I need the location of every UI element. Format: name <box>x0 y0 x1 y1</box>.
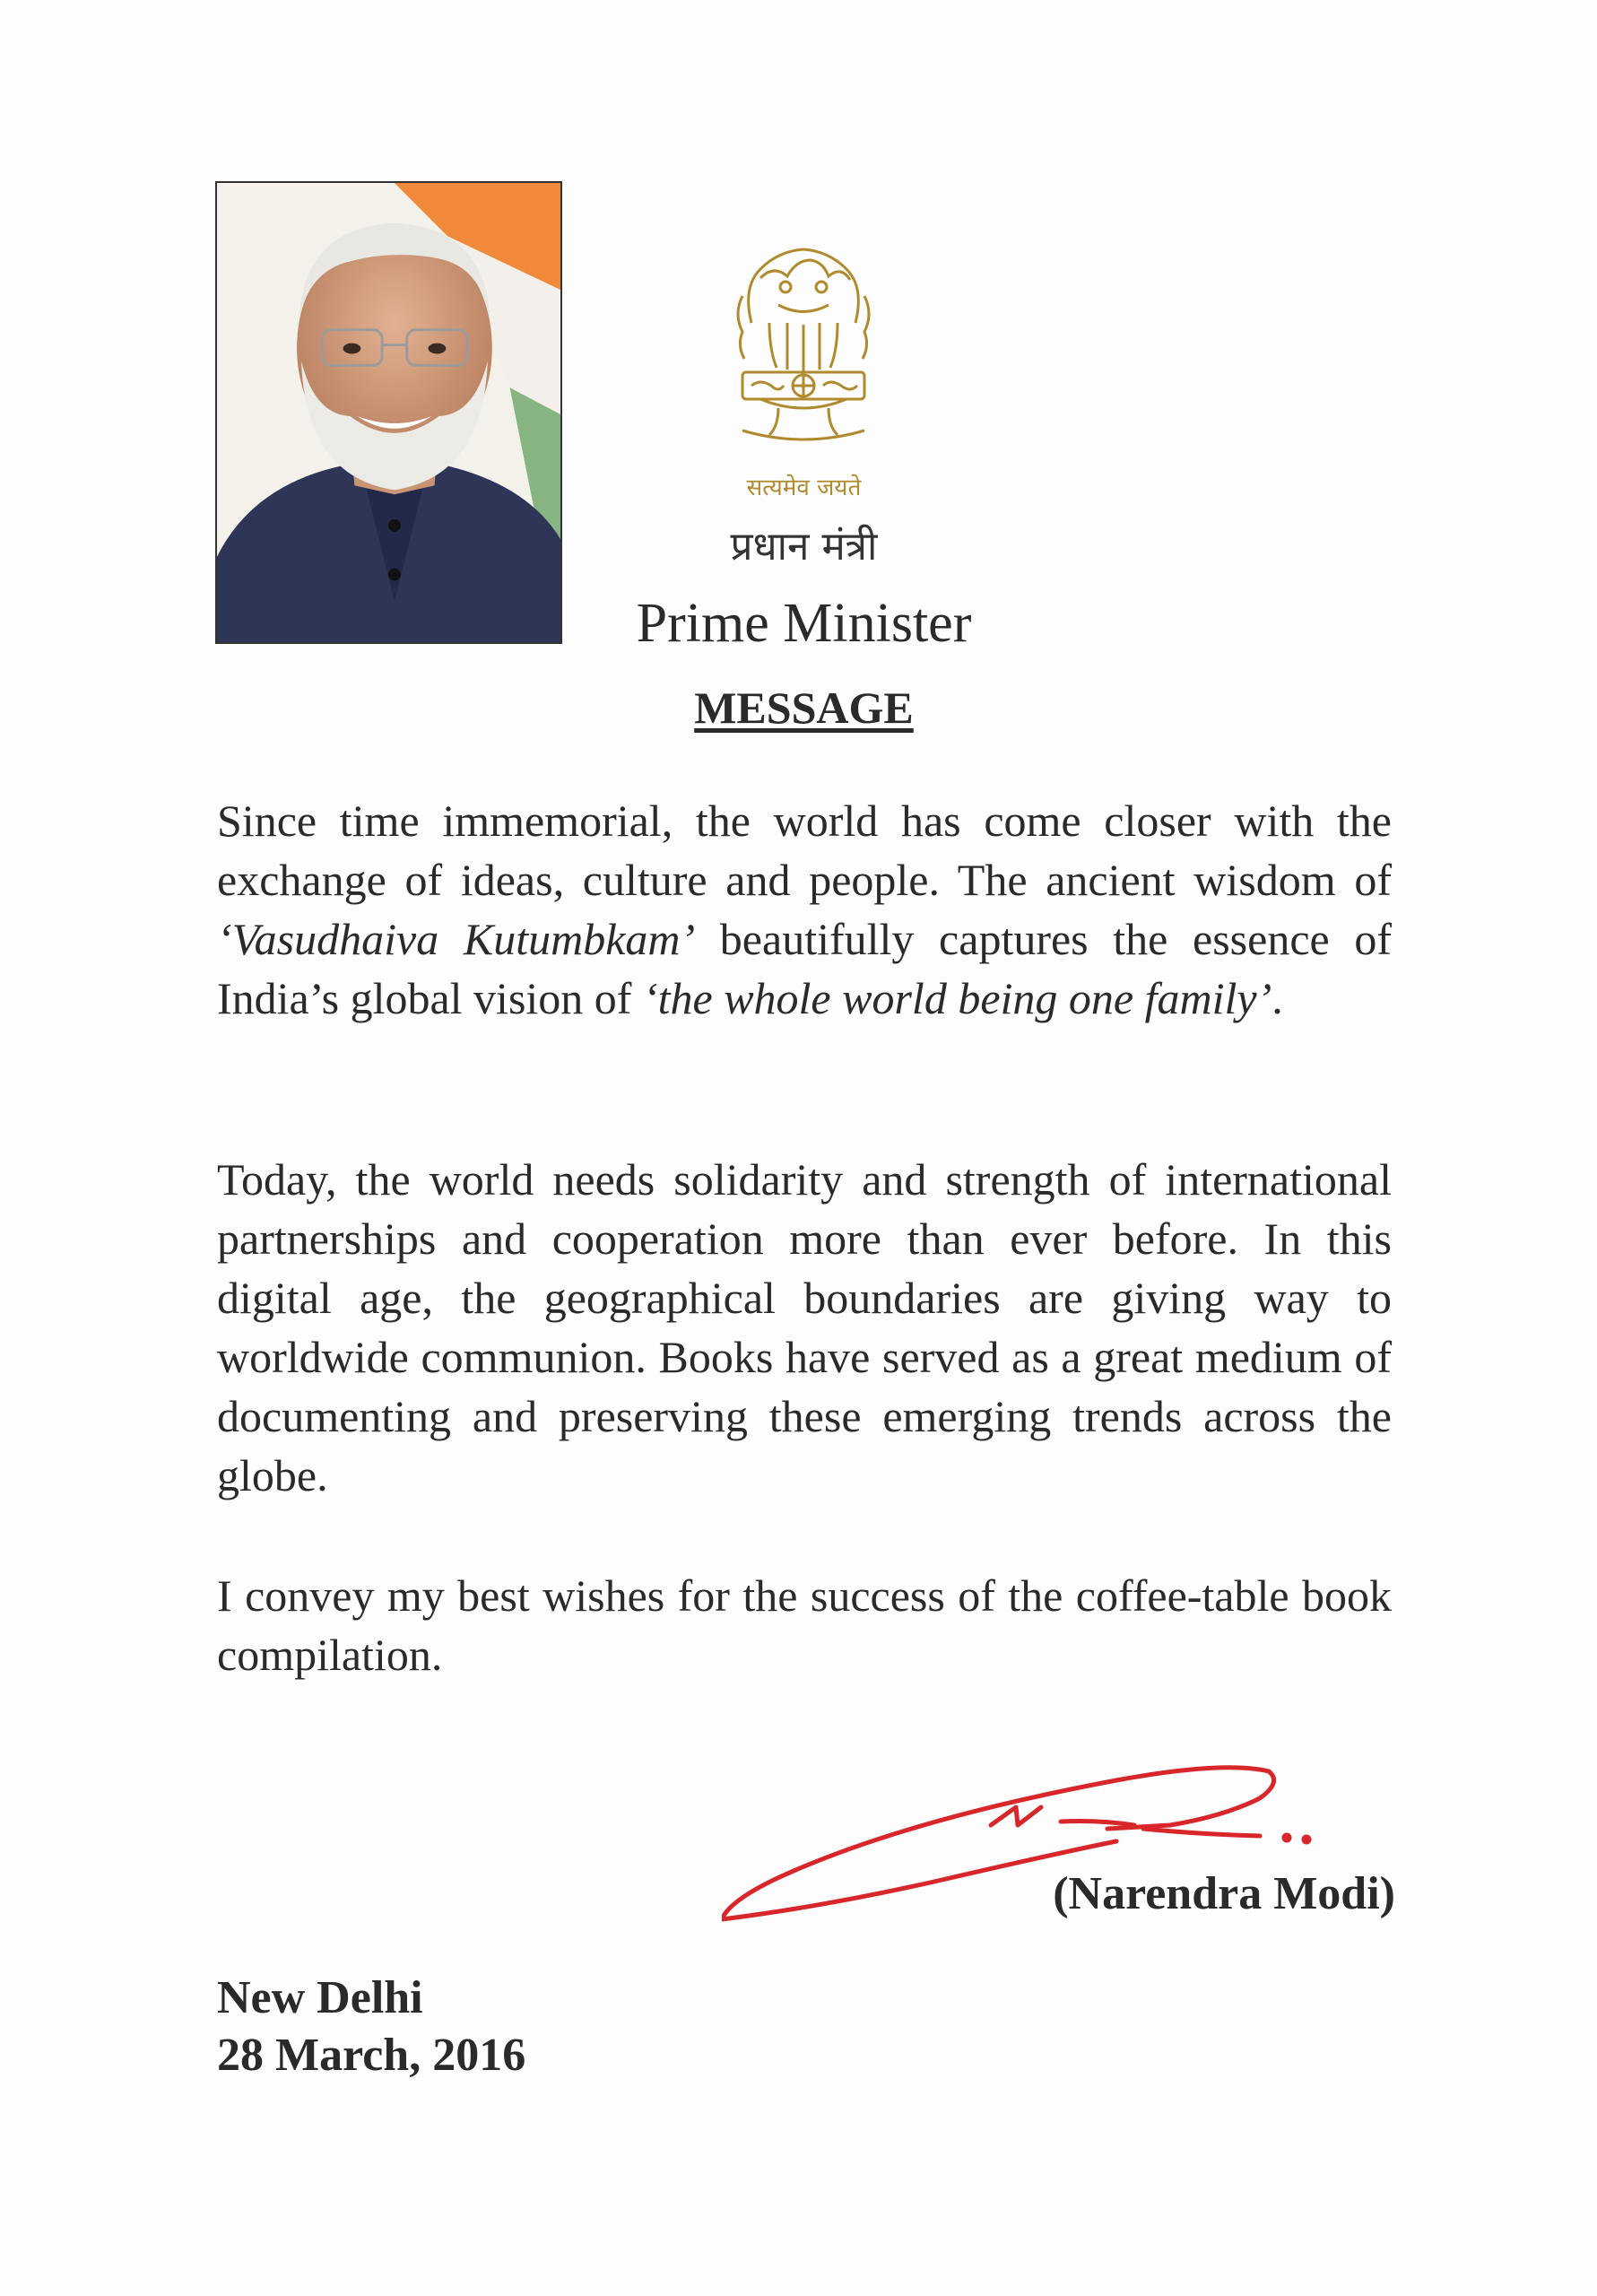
paragraph-1-text-a: Since time immemorial, the world has come closer with the exchange of ideas, culture and people. The ancient wisdom of <box>217 796 1392 905</box>
portrait-photo <box>215 181 562 644</box>
signer-name: (Narendra Modi) <box>1053 1868 1395 1919</box>
paragraph-1-quote-2: ‘the whole world being one family’ <box>642 973 1272 1023</box>
place-text: New Delhi <box>217 1972 423 2023</box>
paragraph-1 <box>217 791 1392 1028</box>
title-english: Prime Minister <box>636 593 972 654</box>
paragraph-3: I convey my best wishes for the success of the coffee-table book compilation. <box>217 1570 1392 1680</box>
emblem-graphic <box>725 224 882 466</box>
paragraph-2: Today, the world needs solidarity and strength of international partnerships and cooperation more than ever before. In this digital age, the geographical boundaries are giving way to worldwide communion. Books have served as a great medium of documenting and preserving these emerging trends across the globe. <box>217 1154 1392 1500</box>
message-heading: MESSAGE <box>694 683 914 733</box>
paragraph-1-text-e: . <box>1272 973 1283 1023</box>
portrait-image <box>217 183 560 642</box>
title-hindi: प्रधान मंत्री <box>730 524 878 570</box>
paragraph-1-quote-1: ‘Vasudhaiva Kutumbkam’ <box>217 914 696 964</box>
motto-text: सत्यमेव जयते <box>746 474 862 501</box>
national-emblem-icon <box>725 224 882 466</box>
paragraph-1-text-c: beautifully captures the essence of India’s global vision of <box>217 914 1392 1023</box>
date-text: 28 March, 2016 <box>217 2030 526 2081</box>
